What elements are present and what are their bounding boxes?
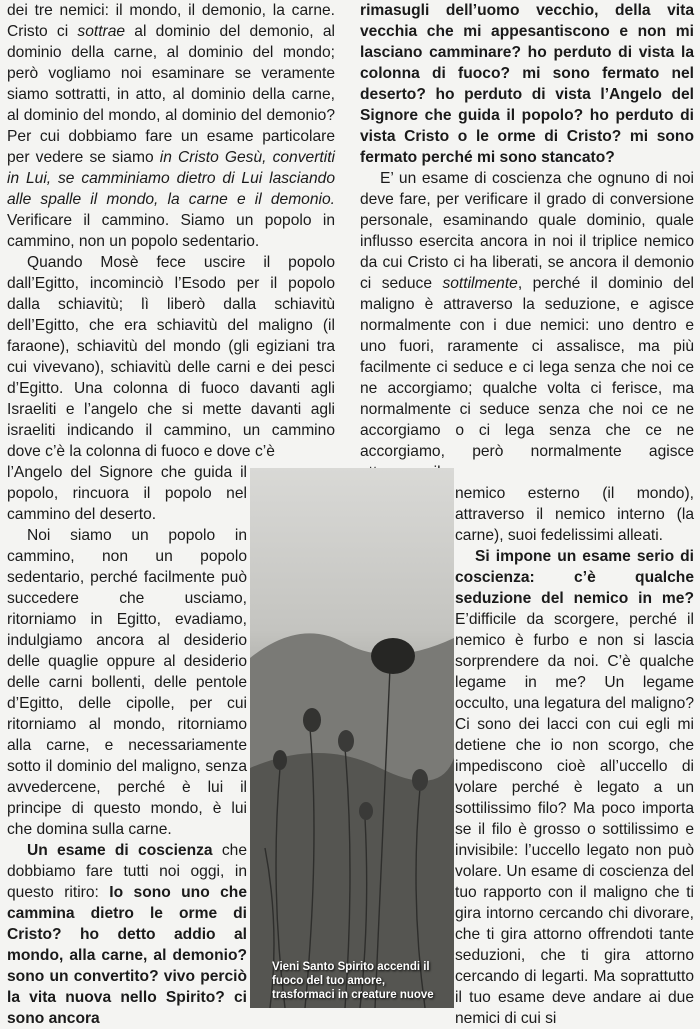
- left-paragraph-2: Quando Mosè fece uscire il popolo dall’Egitto, incominciò l’Esodo per il popolo dalla schiavitù; lì liberò dalla schiavitù dell’Egitto, che era schiavitù del maligno (il faraone), schiavitù del mondo (gli egiziani tra cui vivevano), schiavitù delle carni e dei pesci d’Egitto. Una colonna di fuoco davanti agli Israeliti e l’angelo che si mette davanti agli israeliti indicando il cammino, un cammino dove c’è la colonna di fuoco e dove c’è: [7, 254, 335, 460]
- text-run: che dobbiamo fare tutti noi oggi, in questo ritiro:: [7, 842, 247, 901]
- right-paragraph-2: [360, 168, 694, 483]
- text-run: Io sono uno che cammina dietro le orme di Cristo? ho detto addio al mondo, alla carne, al demonio? sono un convertito? vivo perciò la vita nuova nello Spirito? ci sono ancora: [7, 884, 247, 1027]
- left-paragraph-3: Noi siamo un popolo in cammino, non un popolo sedentario, perché facilmente può succedere che usciamo, ritorniamo in Egitto, evadiamo, indulgiamo ancora al desiderio delle quaglie oppure al desiderio delle carni bollenti, delle pentole d’Egitto, delle cipolle, per cui ritorniamo al mondo, ritorniamo alla carne, e necessariamente sotto il dominio del maligno, senza avvedercene, perché è lui il principe di questo mondo, è lui che domina sulla carne.: [7, 527, 247, 838]
- poppy-field-photo: [250, 468, 454, 1008]
- text-run: dei tre nemici: il mondo, il demonio, la carne. Cristo ci: [7, 2, 335, 40]
- right-paragraph-3: [455, 546, 694, 1029]
- text-run: sottrae: [77, 23, 126, 40]
- text-run: E’difficile da scorgere, perché il nemico è furbo e non si lascia sorprendere da noi. C’è qualche legame in me? Un legame occulto, una legatura del maligno? Ci sono dei lacci con cui egli mi detiene che io non scorgo, che impediscono cioè all’uccello di volare perché è legato a un sottilissimo filo? Ma poco importa se il filo è grosso o sottilissimo e invisibile: l’uccello legato non può volare. Un esame di coscienza del tuo rapporto con il maligno che ti gira intorno cercando chi divorare, che ti gira attorno offrendoti tante seduzioni, che ti gira attorno cercando di legarti. Ma soprattutto il tuo esame deve andare ai due nemici di cui si: [455, 611, 694, 1027]
- text-run: sottilmente: [442, 275, 518, 292]
- right-paragraph-1: rimasugli dell’uomo vecchio, della vita vecchia che mi appesantiscono e non mi lasciano camminare? ho perduto di vista la colonna di fuoco? mi sono fermato nel deserto? ho perduto di vista l’Angelo del Signore che guida il popolo? ho perduto di vista Cristo o le orme di Cristo? mi sono fermato perché mi sono stancato?: [360, 2, 694, 166]
- right-paragraph-2-end: nemico esterno (il mondo), attraverso il nemico interno (la carne), suoi fedelissimi alleati.: [455, 485, 694, 544]
- photo-caption: Vieni Santo Spirito accendi il fuoco del tuo amore, trasformaci in creature nuove: [272, 961, 434, 1001]
- text-run: E’ un esame di coscienza che ognuno di noi deve fare, per verificare il grado di conversione personale, esaminando quale dominio, quale influsso esercita ancora in noi il triplice nemico da cui Cristo ci ha liberati, se ancora il demonio ci seduce: [360, 170, 694, 292]
- text-run: Si impone un esame serio di coscienza: c’è qualche seduzione del nemico in me?: [455, 548, 694, 607]
- left-paragraph-4: [7, 840, 247, 1029]
- left-paragraph-1: [7, 0, 335, 252]
- text-run: in Cristo Gesù, convertiti in Lui, se camminiamo dietro di Lui lasciando alle spalle il mondo, la carne e il demonio.: [7, 149, 335, 208]
- text-run: Verificare il cammino. Siamo un popolo in cammino, non un popolo sedentario.: [7, 212, 335, 250]
- text-run: Un esame di coscienza: [27, 842, 213, 859]
- poppy-illustration: [250, 468, 454, 1008]
- text-run: , perché il dominio del maligno è attraverso la seduzione, e agisce normalmente con i due nemici: uno dentro e uno fuori, raramente ci assalisce, ma più facilmente ci seduce e ci lega senza che noi ce ne accorgiamo; qualche volta ci ferisce, ma normalmente ci seduce senza che noi ce ne accorgiamo o ci lega senza che ce ne accorgiamo, però normalmente agisce: [360, 275, 694, 460]
- left-paragraph-2-end: l’Angelo del Signore che guida il popolo, rincuora il popolo nel cammino del deserto.: [7, 464, 247, 523]
- text-run: al dominio del demonio, al dominio della carne, al dominio del mondo; però vogliamo noi esaminare se veramente siamo sottratti, in atto, al dominio della carne, al dominio del mondo, al dominio del demonio? Per cui dobbiamo fare un esame particolare per vedere se siamo: [7, 23, 335, 166]
